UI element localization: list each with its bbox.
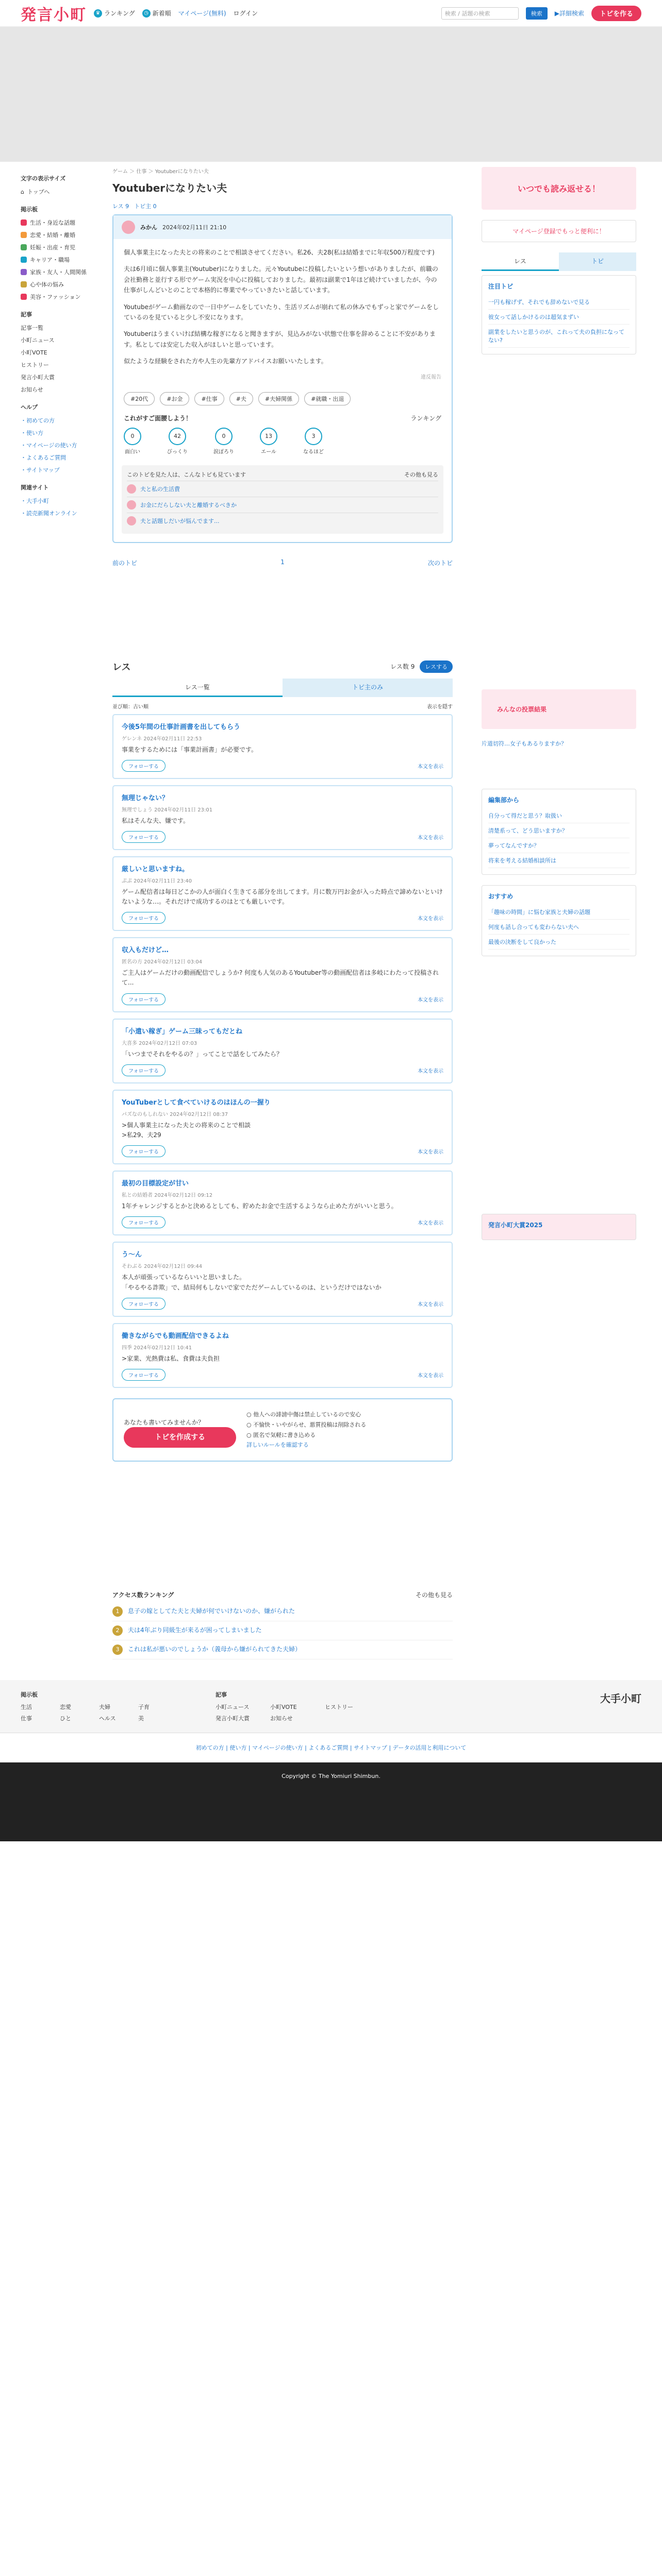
sidebar-item-0[interactable] <box>21 216 92 229</box>
search-button[interactable]: 検索 <box>526 7 548 20</box>
footer-article[interactable]: 発言小町大賞 <box>216 1715 250 1722</box>
sidebar-item-1[interactable] <box>21 229 92 241</box>
ranking-label[interactable]: ランキング <box>410 414 441 422</box>
ad-banner <box>0 27 662 162</box>
ranking-item[interactable] <box>112 1621 453 1640</box>
reaction-label: 涙ぽろり <box>213 449 234 455</box>
footer-category[interactable]: 子育 <box>138 1704 150 1711</box>
res-meta: ゲレンネ 2024年02月11日 22:53 <box>122 736 202 742</box>
follow-button[interactable]: フォローする <box>122 1216 166 1228</box>
tab-topi-only[interactable]: トピ主のみ <box>283 679 453 697</box>
show-more-link[interactable]: 本文を表示 <box>418 1221 443 1227</box>
show-more-link[interactable]: 本文を表示 <box>418 1301 443 1308</box>
res-card <box>112 856 453 931</box>
related-site-0[interactable]: ・大手小町 <box>21 498 49 504</box>
ranking-title-text: 息子の嫁としてた夫と夫婦が何でいけないのか、嫌がられた <box>128 1607 295 1615</box>
post-date: 2024年02月11日 21:10 <box>162 224 227 231</box>
res-heading[interactable]: 働きながらでも動画配信できるよね <box>122 1332 229 1340</box>
res-card <box>112 1090 453 1164</box>
related-topic-title: 夫と話題しだいが悩んでます... <box>140 517 220 524</box>
home-link[interactable]: ⌂ トップへ <box>21 188 50 195</box>
res-footer <box>122 912 443 924</box>
related-topic-item[interactable] <box>127 481 438 497</box>
res-footer <box>122 1216 443 1228</box>
vote-banner[interactable]: みんなの投票結果 <box>482 689 636 729</box>
recom-article[interactable]: 「趣味の時間」に悩む家族と夫婦の話題 <box>488 905 630 920</box>
sidebar-item-label: 生活・身近な話題 <box>30 219 75 226</box>
page-number: 1 <box>280 558 285 566</box>
reaction-button[interactable] <box>303 428 324 455</box>
reaction-count: 3 <box>305 428 322 445</box>
res-text: 本人が頑張っているならいいと思いました。 「やるやる詐欺」で、結局何もしないで家でただゲームしているのは、というだけではないか <box>122 1274 382 1291</box>
res-meta: 四季 2024年02月12日 10:41 <box>122 1345 192 1351</box>
vote-banner-sub[interactable]: 片道切符…女子もあるりますか？ <box>482 740 567 747</box>
sidebar-article-3[interactable]: ヒストリー <box>21 362 49 368</box>
footer-category[interactable]: 恋愛 <box>60 1704 71 1711</box>
res-footer <box>122 1145 443 1157</box>
sidebar-item-2[interactable] <box>21 241 92 253</box>
show-more-link[interactable]: 本文を表示 <box>418 835 443 841</box>
reaction-count: 42 <box>169 428 186 445</box>
res-card <box>112 937 453 1012</box>
reaction-count: 0 <box>124 428 141 445</box>
attention-topic[interactable]: 一円も稼げず、それでも辞めないで見る <box>488 295 630 310</box>
footer-category[interactable]: 夫婦 <box>99 1704 110 1711</box>
footer-category[interactable]: ヘルス <box>99 1715 116 1722</box>
related-topic-item[interactable] <box>127 513 438 529</box>
help-link-2[interactable]: ・マイページの使い方 <box>21 442 77 449</box>
post-box <box>112 1398 453 1462</box>
follow-button[interactable]: フォローする <box>122 993 166 1005</box>
attention-heading: 注目トピ <box>488 283 514 290</box>
sidebar-item-label: 心や体の悩み <box>30 281 64 288</box>
tab-right-res[interactable]: レス <box>482 252 559 271</box>
help-link-0[interactable]: ・初めての方 <box>21 417 55 424</box>
prev-topic-link[interactable]: 前のトピ <box>112 559 138 567</box>
topic-card <box>112 214 453 543</box>
sidebar-article-0[interactable]: 記事一覧 <box>21 325 43 331</box>
res-heading[interactable]: YouTuberとして食べていけるのはほんの一握り <box>122 1098 271 1107</box>
ranking-more-link[interactable]: その他も見る <box>415 1591 453 1599</box>
footer-categories <box>0 1680 662 1733</box>
recom-heading: おすすめ <box>488 893 514 900</box>
related-site-1[interactable]: ・読売新聞オンライン <box>21 510 77 517</box>
res-meta: そわぶる 2024年02月12日 09:44 <box>122 1264 203 1270</box>
res-text: 私はそんな夫、嫌です。 <box>122 817 190 824</box>
res-total: レス数 9 <box>390 663 415 671</box>
res-footer <box>122 993 443 1005</box>
footer-article[interactable]: 小町VOTE <box>270 1704 297 1711</box>
header <box>0 0 662 27</box>
ranking-item[interactable] <box>112 1640 453 1659</box>
sidebar-article-1[interactable]: 小町ニュース <box>21 337 55 344</box>
sidebar-article-4[interactable]: 発言小町大賞 <box>21 374 55 381</box>
res-heading[interactable]: 収入もだけど… <box>122 946 169 955</box>
res-text: 事業をするためには「事業計画書」が必要です。 <box>122 745 258 753</box>
res-card <box>112 714 453 779</box>
tag-chip[interactable]: #20代 <box>124 392 155 405</box>
reaction-button[interactable] <box>124 428 141 455</box>
edit-article[interactable]: 夢ってなんですか？ <box>488 838 630 853</box>
show-more-link[interactable]: 本文を表示 <box>418 997 443 1003</box>
create-topic-button[interactable]: トピを作る <box>591 6 641 21</box>
footer-links[interactable]: 初めての方 | 使い方 | マイページの使い方 | よくあるご質問 | サイトマップ | データの活用と利用について <box>0 1733 662 1762</box>
topi-count[interactable]: トピ主 0 <box>134 203 157 210</box>
create-topic-bottom-button[interactable]: トピを作成する <box>124 1427 236 1448</box>
follow-button[interactable]: フォローする <box>122 1064 166 1076</box>
breadcrumb: ゲーム ＞ 仕事 ＞ Youtuberになりたい夫 <box>112 169 209 175</box>
follow-button[interactable]: フォローする <box>122 1298 166 1310</box>
topic-paragraph: Youtuberはうまくいけば結構な稼ぎになると聞きますが、見込みがない状態で仕事を辞めることに不安があります。私としては安定した収入がほしいと思っています。 <box>124 330 436 348</box>
mypage-link[interactable]: マイページ(無料) <box>178 10 226 17</box>
avatar <box>122 221 135 234</box>
reply-button[interactable]: レスする <box>420 660 453 673</box>
author-name: みかん <box>140 224 157 231</box>
show-more-link[interactable]: 本文を表示 <box>418 1372 443 1379</box>
res-text: >個人事業主になった夫との将来のことで相談 >私29、夫29 <box>122 1121 251 1139</box>
topic-title: Youtuberになりたい夫 <box>112 182 227 194</box>
related-topics <box>122 465 443 534</box>
recom-article[interactable]: 最後の決断をして良かった <box>488 935 630 950</box>
res-meta: 匿名の方 2024年02月12日 03:04 <box>122 959 203 965</box>
category-icon <box>21 244 27 250</box>
res-text: ゲーム配信者は毎日どこかの人が面白く生きてる部分を出してます。月に数万円お金が入った時点で諦めないといけないような…。それだけで成功するのはとても厳しいです。 <box>122 888 443 906</box>
res-card <box>112 1019 453 1083</box>
tab-res-list[interactable]: レス一覧 <box>112 679 283 697</box>
res-footer <box>122 1298 443 1310</box>
hide-toggle[interactable]: 表示を隠す <box>427 704 453 710</box>
help-link-4[interactable]: ・サイトマップ <box>21 467 60 473</box>
help-heading: ヘルプ <box>21 404 38 411</box>
res-card <box>112 1242 453 1316</box>
res-meta: パズなのもしれない 2024年02月12日 08:37 <box>122 1111 228 1117</box>
sort-select[interactable]: 並び順：古い順 <box>112 704 148 710</box>
ranking-title-text: これは私が悪いのでしょうか（義母から嫌がられてきた夫婦） <box>128 1646 302 1653</box>
footer-category[interactable]: ひと <box>60 1715 71 1722</box>
reaction-label: びっくり <box>167 449 188 455</box>
ranking-section <box>112 1590 453 1659</box>
topic-paragraph: Youtubeがゲーム動画なので一日中ゲームをしていたり、生活リズムが崩れて私の休みでもずっと家でゲームをしているのを見ていると少し不安になります。 <box>124 303 439 321</box>
res-heading[interactable]: 最初の目標設定が甘い <box>122 1180 189 1188</box>
sidebar-item-4[interactable] <box>21 266 92 278</box>
sidebar-item-label: キャリア・職場 <box>30 257 70 263</box>
category-icon <box>21 269 27 275</box>
tab-right-topi[interactable]: トピ <box>559 252 636 271</box>
res-title: レス <box>112 662 131 673</box>
post-question: あなたも書いてみませんか？ <box>124 1419 205 1427</box>
reaction-count: 13 <box>260 428 277 445</box>
show-more-link[interactable]: 本文を表示 <box>418 916 443 922</box>
attention-topic[interactable]: 副業をしたいと思うのが、これって夫の負担になってない? <box>488 325 630 348</box>
post-note: ○ 不愉快・いやがらせ、悪質投稿は削除される <box>246 1421 367 1428</box>
sidebar-item-label: 美容・ファッション <box>30 294 81 300</box>
res-heading[interactable]: 厳しいと思いますね。 <box>122 865 189 873</box>
res-card <box>112 785 453 850</box>
reaction-count: 0 <box>215 428 233 445</box>
follow-button[interactable]: フォローする <box>122 1145 166 1157</box>
main-content <box>112 162 453 1659</box>
edit-article[interactable]: 自分って得だと思う？取扱い <box>488 808 630 823</box>
category-icon <box>21 232 27 238</box>
login-link[interactable]: ログイン <box>233 10 258 17</box>
article-heading: 記事 <box>21 311 32 318</box>
reactions-label: これがすご面腰しよう！ <box>124 414 192 422</box>
res-heading[interactable]: 「小遣い稼ぎ」ゲーム三昧ってもだとね <box>122 1027 243 1036</box>
res-card <box>112 1323 453 1388</box>
footer-article[interactable]: 小町ニュース <box>216 1704 250 1711</box>
clock-icon: ◷ <box>142 9 151 18</box>
footer-category[interactable]: 美 <box>138 1715 144 1722</box>
footer-category[interactable]: 生活 <box>21 1704 32 1711</box>
reaction-label: エール <box>261 449 276 455</box>
related-site-heading: 関連サイト <box>21 484 49 491</box>
footer-article[interactable]: ヒストリー <box>325 1704 353 1711</box>
ranking-link[interactable]: ♛ ランキング <box>94 9 135 18</box>
footer-article-heading: 記事 <box>216 1691 227 1699</box>
res-meta: ぷぷ 2024年02月11日 23:40 <box>122 878 192 884</box>
rank-number: 2 <box>112 1625 123 1636</box>
related-more-link[interactable]: その他も見る <box>404 471 438 478</box>
res-footer <box>122 1369 443 1381</box>
follow-button[interactable]: フォローする <box>122 760 166 772</box>
res-count[interactable]: レス 9 <box>112 203 129 210</box>
related-topic-icon <box>127 516 136 526</box>
topic-paragraph: 夫は6月頃に個人事業主(Youtuber)になりました。元々Youtubeに投稿したいという想いがありましたが、前職の会社勤務と並行する形でゲーム実況を中心に投稿しておりました。最初は副業で1年ほど続けていましたが、今の仕事がしんどいとのことで本格的に専業でやっていきたいと話しています。 <box>124 265 438 294</box>
copyright: Copyright © The Yomiuri Shimbun. <box>0 1762 662 1841</box>
reaction-label: 面白い <box>125 449 140 455</box>
res-heading[interactable]: う〜ん <box>122 1251 142 1259</box>
ranking-title: アクセス数ランキング <box>112 1591 174 1599</box>
topic-summary: 個人事業主になった夫との将来のことで相談させてください。私26、夫28(私は結婚までに年収500万程度です) <box>124 249 435 256</box>
category-icon <box>21 294 27 300</box>
tag-chip[interactable]: #仕事 <box>194 392 224 405</box>
related-topic-icon <box>127 500 136 510</box>
res-footer <box>122 831 443 843</box>
category-icon <box>21 219 27 226</box>
reaction-label: なるほど <box>303 449 324 455</box>
res-text: 1年チャレンジするとかと決めるとしても、貯めたお金で生活するようなら止めた方がいいと思う。 <box>122 1202 398 1210</box>
sidebar-item-5[interactable] <box>21 278 92 291</box>
advanced-search-link[interactable]: ▶詳細検索 <box>554 10 584 17</box>
sidebar-item-3[interactable] <box>21 253 92 266</box>
readback-banner[interactable]: いつでも読み返せる！ <box>482 167 636 210</box>
crown-icon: ♛ <box>94 9 102 18</box>
related-topic-icon <box>127 484 136 494</box>
edit-article[interactable]: 将来を考える結婚相談所は <box>488 853 630 868</box>
left-sidebar <box>21 162 92 1659</box>
rank-number: 3 <box>112 1645 123 1655</box>
next-topic-link[interactable]: 次のトピ <box>427 559 453 567</box>
show-more-link[interactable]: 本文を表示 <box>418 764 443 770</box>
res-heading[interactable]: 無理じゃない？ <box>122 794 169 802</box>
font-size-label: 文字の表示サイズ <box>21 175 66 182</box>
ranking-title-text: 夫は4年ぶり同級生が来るが困ってしまいました <box>128 1626 262 1634</box>
follow-button[interactable]: フォローする <box>122 831 166 843</box>
board-heading: 掲示板 <box>21 206 38 213</box>
reaction-button[interactable] <box>213 428 234 455</box>
res-footer <box>122 1064 443 1076</box>
tag-chip[interactable]: #夫婦関係 <box>258 392 299 405</box>
award-heading: 発言小町大賞2025 <box>488 1222 543 1229</box>
res-text: >家業、光熱費は私、食費は夫負担 <box>122 1354 220 1362</box>
reaction-button[interactable] <box>167 428 188 455</box>
post-note: ○ 他人への誹謗中傷は禁止しているので安心 <box>246 1411 361 1418</box>
edit-article[interactable]: 清楚系って、どう思いますか？ <box>488 823 630 838</box>
ranking-item[interactable] <box>112 1602 453 1621</box>
res-text: ご主人はゲームだけの動画配信でしょうか? 何度も人気のあるYoutuber等の動画配信者は多岐にわたって投稿されて... <box>122 969 439 987</box>
sidebar-item-label: 家族・友人・人間関係 <box>30 269 87 276</box>
search-input[interactable]: 検索 / 話題の検索 <box>441 7 519 20</box>
help-link-3[interactable]: ・よくあるご質問 <box>21 454 66 461</box>
rules-link[interactable]: 詳しいルールを確認する <box>246 1442 309 1449</box>
show-more-link[interactable]: 本文を表示 <box>418 1068 443 1074</box>
res-meta: 無理でしょう 2024年02月11日 23:01 <box>122 807 213 813</box>
res-heading[interactable]: 今後5年間の仕事計画書を出してもらう <box>122 723 241 731</box>
footer-article[interactable]: お知らせ <box>270 1715 293 1722</box>
footer-logo[interactable]: 大手小町 <box>600 1692 641 1705</box>
tag-chip[interactable]: #就職・出退 <box>304 392 351 405</box>
tag-chip[interactable]: #夫 <box>229 392 253 405</box>
follow-button[interactable]: フォローする <box>122 912 166 924</box>
footer-category[interactable]: 仕事 <box>21 1715 32 1722</box>
res-text: 「いつまでそれをやるの？」ってことで話をしてみたら？ <box>122 1050 283 1058</box>
edit-heading: 編集部から <box>488 796 520 804</box>
sidebar-item-label: 妊娠・出産・育児 <box>30 244 75 251</box>
sidebar-item-label: 恋愛・結婚・離婚 <box>30 232 75 239</box>
newest-link[interactable]: ◷ 新着順 <box>142 9 171 18</box>
res-meta: 私との結婚者 2024年02月12日 09:12 <box>122 1193 213 1199</box>
post-note: ○ 匿名で気軽に書き込める <box>246 1431 316 1438</box>
res-footer <box>122 760 443 772</box>
res-card <box>112 1171 453 1235</box>
related-topic-title: お金にだらしない夫と離婚するべきか <box>140 501 237 509</box>
topic-paragraph: 似たような経験をされた方や人生の先輩方アドバイスお願いいたします。 <box>124 358 327 365</box>
rank-number: 1 <box>112 1606 123 1617</box>
res-meta: 大喜多 2024年02月12日 07:03 <box>122 1040 197 1046</box>
related-topic-title: 夫と私の生活費 <box>140 485 180 493</box>
category-icon <box>21 281 27 287</box>
related-topic-item[interactable] <box>127 497 438 513</box>
attention-topic[interactable]: 彼女って話しかけるのは超気まずい <box>488 310 630 325</box>
category-icon <box>21 257 27 263</box>
report-link[interactable]: 違反報告 <box>421 374 441 380</box>
reaction-button[interactable] <box>260 428 277 455</box>
footer-board-heading: 掲示板 <box>21 1691 38 1699</box>
recom-article[interactable]: 何度も話し合っても変わらない夫へ <box>488 920 630 935</box>
sidebar-article-2[interactable]: 小町VOTE <box>21 349 47 356</box>
sidebar-item-6[interactable] <box>21 291 92 303</box>
site-logo[interactable]: 発言小町 <box>21 6 87 24</box>
bookmark-banner[interactable]: マイページ登録でもっと便利に！ <box>482 220 636 242</box>
sidebar-article-5[interactable]: お知らせ <box>21 386 43 393</box>
show-more-link[interactable]: 本文を表示 <box>418 1149 443 1156</box>
help-link-1[interactable]: ・使い方 <box>21 430 43 436</box>
follow-button[interactable]: フォローする <box>122 1369 166 1381</box>
related-heading: このトピを見た人は、こんなトピも見ています <box>127 471 246 478</box>
tag-chip[interactable]: #お金 <box>160 392 189 405</box>
right-sidebar <box>482 162 636 1659</box>
